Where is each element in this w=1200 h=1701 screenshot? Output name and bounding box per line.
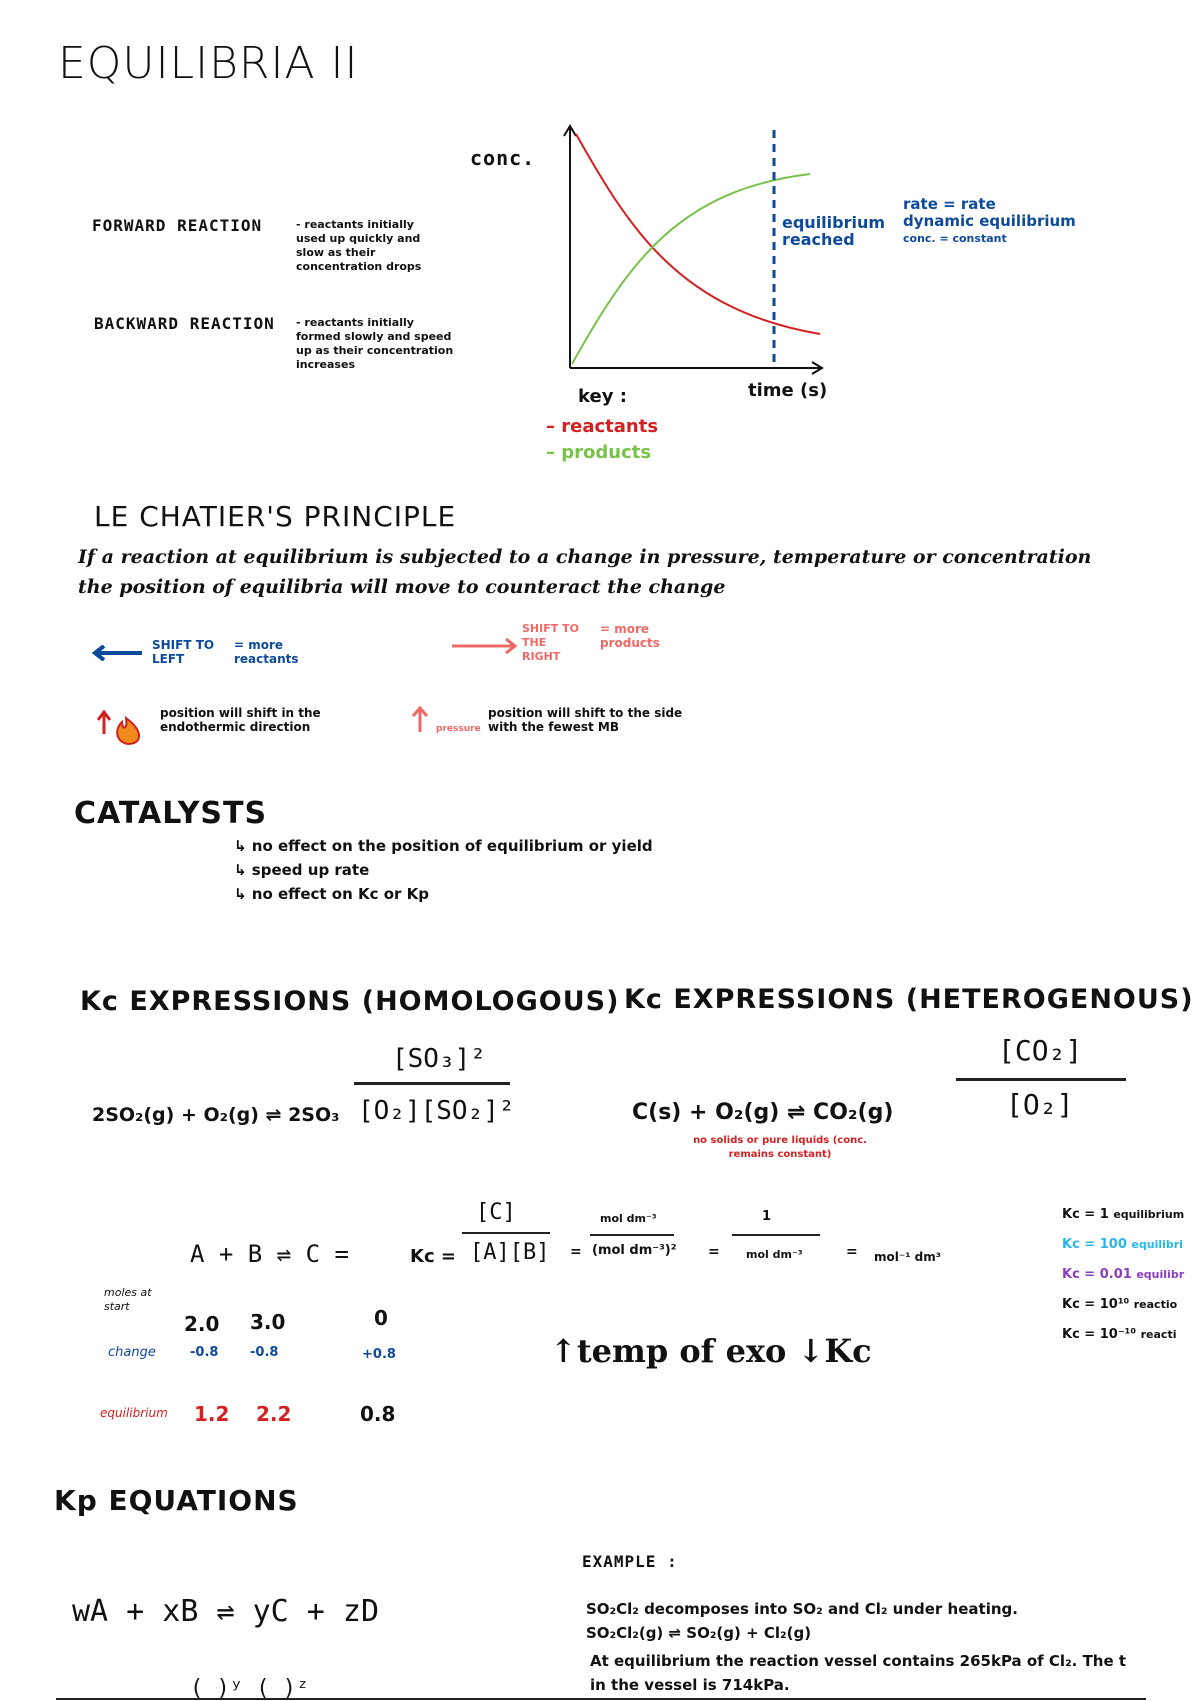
backward-reaction-label: BACKWARD REACTION	[94, 314, 275, 333]
shift-right-result: = more products	[600, 622, 660, 650]
key-reactants: – reactants	[546, 416, 659, 437]
kp-example-line-3: At equilibrium the reaction vessel contains 265kPa of Cl₂. The t	[590, 1652, 1127, 1670]
kc-units-unit-denominator-2: mol dm⁻³	[746, 1248, 803, 1261]
le-chatelier-line-2: the position of equilibria will move to counteract the change	[78, 576, 726, 598]
equilibrium-graph	[520, 120, 840, 380]
key-products: – products	[546, 442, 652, 463]
kc-units-result: mol⁻¹ dm³	[874, 1250, 941, 1264]
kc-heterogenous-denominator: [O₂]	[1006, 1088, 1074, 1121]
graph-y-label: conc.	[470, 146, 536, 170]
pressure-label: pressure	[436, 724, 481, 734]
catalyst-point: ↳ no effect on the position of equilibrium or yield	[234, 837, 653, 855]
kc-value-item: Kc = 0.01 equilibr	[1062, 1267, 1185, 1282]
temperature-up-icon	[94, 706, 154, 750]
pressure-up-icon	[410, 706, 430, 738]
kc-units-kc: Kc =	[410, 1246, 456, 1267]
shift-right-arrow-icon	[450, 638, 518, 658]
kc-value-item: Kc = 100 equilibri	[1062, 1237, 1183, 1252]
kc-units-unit-denominator: (mol dm⁻³)²	[592, 1243, 677, 1258]
forward-reaction-label: FORWARD REACTION	[92, 216, 263, 235]
temp-exo-note: ↑temp of exo ↓Kc	[550, 1332, 872, 1370]
forward-reaction-text: - reactants initially used up quickly and slow as their concentration drops	[296, 218, 422, 273]
page-title: EQUILIBRIA II	[58, 38, 359, 89]
kc-heterogenous-note: no solids or pure liquids (conc. remains constant)	[693, 1135, 867, 1160]
kc-values-list	[1062, 1200, 1184, 1350]
shift-right-label: SHIFT TO THE RIGHT	[522, 622, 579, 663]
shift-left-result: = more reactants	[234, 638, 299, 666]
kp-example-label: EXAMPLE :	[582, 1552, 678, 1571]
ice-eq-c: 0.8	[360, 1402, 396, 1426]
kc-heterogenous-numerator: [CO₂]	[998, 1034, 1083, 1067]
shift-left-label: SHIFT TO LEFT	[152, 638, 215, 666]
ice-row-start-label: moles at start	[104, 1286, 152, 1313]
ice-start-b: 3.0	[250, 1310, 286, 1334]
ice-row-change-label: change	[108, 1345, 156, 1360]
kp-general-equation: wA + xB ⇌ yC + zD	[72, 1594, 380, 1629]
kp-example-line-4: in the vessel is 714kPa.	[590, 1676, 790, 1694]
pressure-note: position will shift to the side with the fewest MB	[488, 706, 683, 734]
catalyst-point: ↳ no effect on Kc or Kp	[234, 885, 430, 903]
ice-change-a: -0.8	[190, 1345, 219, 1360]
temperature-note: position will shift in the endothermic direction	[160, 706, 321, 734]
kc-homologous-denominator: [O₂][SO₂]²	[358, 1096, 515, 1126]
ice-eq-b: 2.2	[256, 1402, 292, 1426]
kc-value-item: Kc = 1 equilibrium	[1062, 1207, 1185, 1222]
equals-sign: =	[846, 1244, 858, 1260]
kc-units-fraction-bar	[462, 1232, 550, 1234]
kc-units-unit-bar	[590, 1234, 674, 1236]
kc-units-one-bar	[732, 1234, 820, 1236]
kc-units-one: 1	[762, 1209, 772, 1224]
kp-heading: Kp EQUATIONS	[54, 1484, 299, 1517]
graph-key-label: key :	[578, 386, 627, 407]
kc-heterogenous-heading: Kc EXPRESSIONS (HETEROGENOUS)	[624, 984, 1194, 1015]
ice-change-c: +0.8	[362, 1347, 396, 1362]
ice-row-eq-label: equilibrium	[100, 1406, 168, 1420]
le-chatelier-heading: LE CHATIER'S PRINCIPLE	[94, 500, 457, 533]
kc-heterogenous-fraction-bar	[956, 1078, 1126, 1081]
equals-sign: =	[708, 1244, 720, 1260]
kc-units-reaction: A + B ⇌ C =	[190, 1240, 349, 1268]
ice-eq-a: 1.2	[194, 1402, 230, 1426]
catalyst-point: ↳ speed up rate	[234, 861, 370, 879]
equilibrium-notes: rate = rate dynamic equilibrium conc. = constant	[903, 195, 1076, 245]
kc-homologous-heading: Kc EXPRESSIONS (HOMOLOGOUS)	[80, 986, 620, 1017]
kc-homologous-fraction-bar	[354, 1082, 510, 1085]
kc-homologous-numerator: [SO₃]²	[392, 1044, 486, 1074]
kc-units-unit-numerator: mol dm⁻³	[600, 1212, 657, 1225]
ice-start-c: 0	[374, 1306, 388, 1330]
kp-example-line-1: SO₂Cl₂ decomposes into SO₂ and Cl₂ under heating.	[586, 1600, 1018, 1618]
kp-example-line-2: SO₂Cl₂(g) ⇌ SO₂(g) + Cl₂(g)	[586, 1624, 812, 1642]
equals-sign: =	[570, 1244, 582, 1260]
catalysts-points	[234, 834, 653, 906]
backward-reaction-text: - reactants initially formed slowly and speed up as their concentration increases	[296, 316, 454, 371]
kc-homologous-equation: 2SO₂(g) + O₂(g) ⇌ 2SO₃	[92, 1104, 340, 1126]
catalysts-heading: CATALYSTS	[74, 796, 268, 831]
kc-value-item: Kc = 10¹⁰ reactio	[1062, 1297, 1178, 1312]
kc-units-numerator: [C]	[476, 1200, 516, 1225]
graph-x-label: time (s)	[748, 380, 828, 401]
equilibrium-label: equilibrium reached	[782, 213, 886, 249]
kc-heterogenous-equation: C(s) + O₂(g) ⇌ CO₂(g)	[632, 1100, 894, 1125]
ice-start-a: 2.0	[184, 1312, 220, 1336]
kp-bottom-formula: ( )ʸ ( )ᶻ	[190, 1676, 310, 1701]
kc-value-item: Kc = 10⁻¹⁰ reacti	[1062, 1327, 1177, 1342]
shift-left-arrow-icon	[92, 645, 144, 665]
le-chatelier-line-1: If a reaction at equilibrium is subjected to a change in pressure, temperature or concentration	[78, 546, 1092, 568]
ice-change-b: -0.8	[250, 1345, 279, 1360]
kc-units-denominator: [A][B]	[470, 1240, 550, 1265]
